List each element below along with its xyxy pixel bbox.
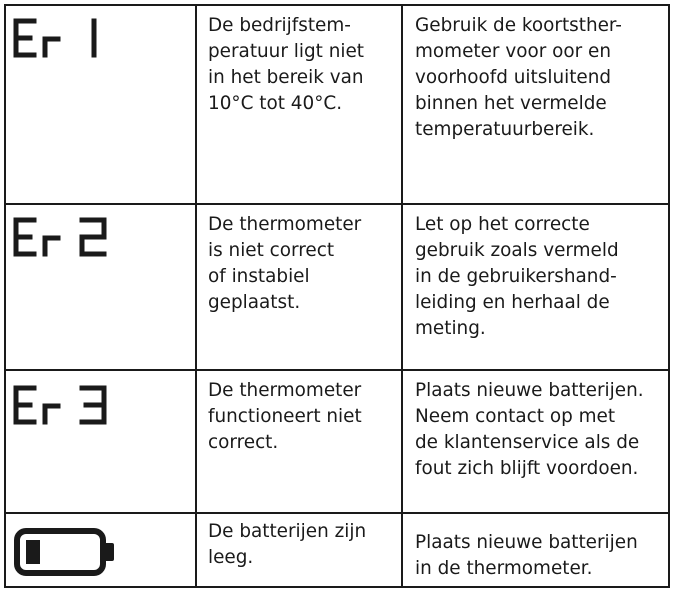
solution-line: Plaats nieuwe batterijen	[415, 532, 638, 553]
solution-line: fout zich blijft voordoen.	[415, 458, 639, 479]
cause-line: peratuur ligt niet	[208, 41, 364, 62]
cause-line: in het bereik van	[208, 67, 364, 88]
table-row-er1	[6, 6, 668, 203]
error-code-cell	[6, 6, 195, 203]
cause-line: De bedrijfstem-	[208, 15, 351, 36]
solution-line: Neem contact op met	[415, 406, 616, 427]
solution-line: in de thermometer.	[415, 558, 593, 579]
cause-line: 10°C tot 40°C.	[208, 93, 343, 114]
cause-line: leeg.	[208, 547, 254, 568]
error-code-er1-icon	[12, 18, 122, 58]
cause-line: of instabiel	[208, 266, 310, 287]
error-code-er3-icon	[12, 385, 122, 425]
error-cause-cell	[195, 205, 401, 369]
solution-line: temperatuurbereik.	[415, 119, 595, 140]
cause-line: De thermometer	[208, 380, 362, 401]
solution-line: voorhoofd uitsluitend	[415, 67, 612, 88]
battery-empty-icon	[14, 528, 118, 576]
cause-line: correct.	[208, 432, 279, 453]
cause-line: geplaatst.	[208, 292, 301, 313]
error-code-er2-icon	[12, 217, 122, 257]
solution-line: Gebruik de koortsther-	[415, 15, 622, 36]
error-code-cell	[6, 514, 195, 586]
solution-line: mometer voor oor en	[415, 41, 612, 62]
error-solution-cell	[401, 6, 668, 203]
cause-line: functioneert niet	[208, 406, 362, 427]
error-code-cell	[6, 371, 195, 512]
table-row-er2	[6, 203, 668, 369]
error-code-cell	[6, 205, 195, 369]
error-code-table	[4, 4, 670, 588]
error-solution-cell	[401, 205, 668, 369]
error-solution-cell	[401, 371, 668, 512]
solution-line: de klantenservice als de	[415, 432, 640, 453]
table-row-battery	[6, 512, 668, 586]
solution-line: leiding en herhaal de	[415, 292, 610, 313]
solution-line: gebruik zoals vermeld	[415, 240, 619, 261]
solution-line: Plaats nieuwe batterijen.	[415, 380, 644, 401]
cause-line: De thermometer	[208, 214, 362, 235]
solution-line: Let op het correcte	[415, 214, 590, 235]
error-solution-cell	[401, 514, 668, 586]
error-cause-cell	[195, 371, 401, 512]
cause-line: De batterijen zijn	[208, 521, 367, 542]
solution-line: meting.	[415, 318, 486, 339]
solution-line: in de gebruikershand-	[415, 266, 617, 287]
table-row-er3	[6, 369, 668, 512]
cause-line: is niet correct	[208, 240, 335, 261]
error-cause-cell	[195, 6, 401, 203]
solution-line: binnen het vermelde	[415, 93, 607, 114]
error-cause-cell	[195, 514, 401, 586]
